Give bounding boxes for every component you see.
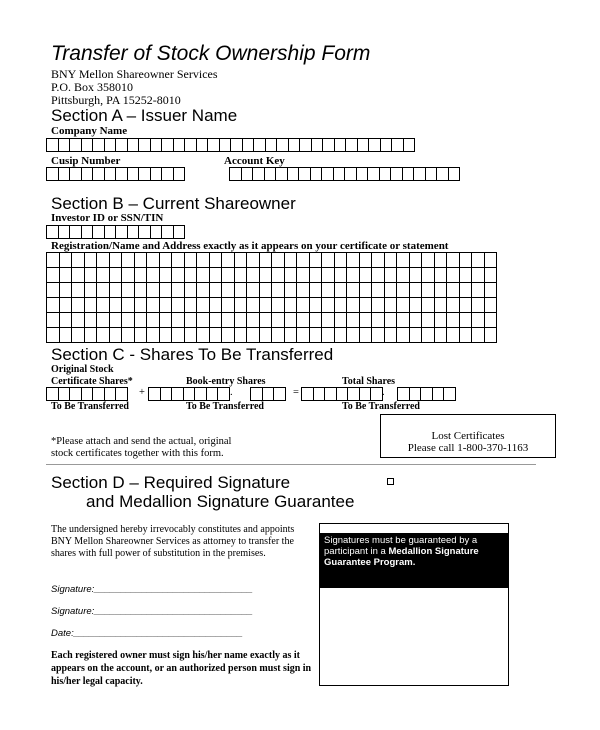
registration-cell[interactable]	[396, 252, 410, 268]
book-entry-label: Book-entry Shares	[186, 376, 266, 387]
registration-cell[interactable]	[184, 297, 198, 313]
input-cell[interactable]	[370, 387, 383, 401]
registration-cell[interactable]	[46, 252, 60, 268]
total-whole-field[interactable]	[301, 387, 382, 401]
account-key-field[interactable]	[229, 167, 459, 181]
lost-certificates-title: Lost Certificates	[431, 430, 505, 442]
book-entry-fraction-field[interactable]	[250, 387, 285, 401]
registration-cell[interactable]	[171, 312, 185, 328]
book-entry-decimal: .	[230, 387, 233, 398]
registration-cell[interactable]	[284, 267, 298, 283]
registration-cell[interactable]	[96, 267, 110, 283]
registration-cell[interactable]	[321, 267, 335, 283]
registration-cell[interactable]	[421, 252, 435, 268]
registration-cell[interactable]	[221, 312, 235, 328]
registration-cell[interactable]	[334, 312, 348, 328]
registration-cell[interactable]	[84, 267, 98, 283]
plus-sign: +	[139, 387, 145, 398]
registration-cell[interactable]	[409, 327, 423, 343]
registration-cell[interactable]	[371, 312, 385, 328]
signature-line-2[interactable]: Signature:______________________________	[51, 606, 253, 617]
registration-cell[interactable]	[359, 312, 373, 328]
registration-cell[interactable]	[209, 252, 223, 268]
registration-cell[interactable]	[221, 282, 235, 298]
registration-cell[interactable]	[134, 282, 148, 298]
investor-id-label: Investor ID or SSN/TIN	[51, 212, 164, 224]
cusip-label: Cusip Number	[51, 155, 121, 167]
registration-cell[interactable]	[284, 282, 298, 298]
registration-cell[interactable]	[421, 297, 435, 313]
registration-cell[interactable]	[109, 297, 123, 313]
registration-cell[interactable]	[309, 327, 323, 343]
form-title: Transfer of Stock Ownership Form	[51, 42, 371, 65]
registration-cell[interactable]	[421, 327, 435, 343]
registration-cell[interactable]	[46, 282, 60, 298]
registration-cell[interactable]	[71, 312, 85, 328]
registration-cell[interactable]	[46, 267, 60, 283]
registration-cell[interactable]	[409, 267, 423, 283]
registration-cell[interactable]	[109, 327, 123, 343]
registration-cell[interactable]	[359, 297, 373, 313]
registration-cell[interactable]	[321, 297, 335, 313]
equals-sign: =	[293, 387, 299, 398]
date-line[interactable]: Date:________________________________	[51, 628, 243, 639]
registration-cell[interactable]	[96, 282, 110, 298]
medallion-guarantee-banner	[320, 533, 508, 588]
registration-cell[interactable]	[209, 297, 223, 313]
registration-cell[interactable]	[309, 252, 323, 268]
input-cell[interactable]	[173, 167, 186, 181]
registration-cell[interactable]	[346, 312, 360, 328]
registration-cell[interactable]	[159, 267, 173, 283]
registration-cell[interactable]	[384, 252, 398, 268]
registration-cell[interactable]	[459, 327, 473, 343]
registration-cell[interactable]	[484, 312, 498, 328]
registration-cell[interactable]	[146, 267, 160, 283]
registration-cell[interactable]	[234, 252, 248, 268]
registration-cell[interactable]	[359, 267, 373, 283]
registration-cell[interactable]	[309, 282, 323, 298]
registration-cell[interactable]	[484, 327, 498, 343]
registration-cell[interactable]	[371, 297, 385, 313]
registration-cell[interactable]	[271, 267, 285, 283]
registration-cell[interactable]	[234, 297, 248, 313]
address-line-1: BNY Mellon Shareowner Services	[51, 67, 218, 81]
registration-cell[interactable]	[421, 282, 435, 298]
registration-cell[interactable]	[171, 252, 185, 268]
registration-cell[interactable]	[159, 297, 173, 313]
registration-cell[interactable]	[434, 297, 448, 313]
registration-cell[interactable]	[271, 282, 285, 298]
registration-cell[interactable]	[159, 282, 173, 298]
registration-cell[interactable]	[184, 252, 198, 268]
registration-cell[interactable]	[409, 312, 423, 328]
registration-cell[interactable]	[134, 252, 148, 268]
registration-cell[interactable]	[209, 267, 223, 283]
attorney-paragraph: The undersigned hereby irrevocably constitutes and appoints BNY Mellon Shareowner Services as attorney to transfer the shares with full power of substitution in the premises.	[51, 524, 295, 559]
registration-cell[interactable]	[321, 312, 335, 328]
lost-certificates-box	[380, 414, 556, 458]
registration-cell[interactable]	[109, 282, 123, 298]
registration-cell[interactable]	[396, 327, 410, 343]
guarantee-text: Signatures must be guaranteed by a participant in a	[324, 535, 478, 557]
registration-cell[interactable]	[246, 312, 260, 328]
registration-cell[interactable]	[246, 252, 260, 268]
registration-cell[interactable]	[446, 252, 460, 268]
registration-cell[interactable]	[446, 312, 460, 328]
section-d-heading-2: and Medallion Signature Guarantee	[86, 492, 355, 511]
registration-cell[interactable]	[334, 327, 348, 343]
registration-cell[interactable]	[221, 297, 235, 313]
registration-cell[interactable]	[359, 252, 373, 268]
registration-cell[interactable]	[446, 327, 460, 343]
registration-cell[interactable]	[471, 312, 485, 328]
registration-cell[interactable]	[109, 252, 123, 268]
section-b-heading: Section B – Current Shareowner	[51, 194, 296, 213]
registration-cell[interactable]	[59, 327, 73, 343]
registration-cell[interactable]	[259, 282, 273, 298]
input-cell[interactable]	[217, 387, 230, 401]
registration-cell[interactable]	[184, 267, 198, 283]
input-cell[interactable]	[448, 167, 461, 181]
owner-signature-note: Each registered owner must sign his/her name exactly as it appears on the account, or an authorized person must sign in his/her legal capacity.	[51, 650, 312, 687]
registration-cell[interactable]	[134, 267, 148, 283]
registration-cell[interactable]	[471, 297, 485, 313]
registration-cell[interactable]	[209, 327, 223, 343]
company-name-field[interactable]	[46, 138, 414, 152]
registration-cell[interactable]	[434, 252, 448, 268]
registration-cell[interactable]	[396, 282, 410, 298]
section-c-heading: Section C - Shares To Be Transferred	[51, 345, 334, 364]
registration-cell[interactable]	[184, 312, 198, 328]
registration-cell[interactable]	[384, 312, 398, 328]
registration-cell[interactable]	[271, 252, 285, 268]
registration-cell[interactable]	[471, 327, 485, 343]
registration-cell[interactable]	[271, 297, 285, 313]
registration-cell[interactable]	[196, 282, 210, 298]
registration-cell[interactable]	[459, 282, 473, 298]
registration-cell[interactable]	[346, 282, 360, 298]
input-cell[interactable]	[443, 387, 456, 401]
registration-cell[interactable]	[184, 282, 198, 298]
registration-cell[interactable]	[346, 327, 360, 343]
registration-cell[interactable]	[309, 267, 323, 283]
registration-cell[interactable]	[259, 312, 273, 328]
registration-cell[interactable]	[221, 252, 235, 268]
registration-cell[interactable]	[221, 327, 235, 343]
registration-cell[interactable]	[84, 252, 98, 268]
registration-cell[interactable]	[346, 252, 360, 268]
registration-cell[interactable]	[246, 267, 260, 283]
registration-cell[interactable]	[296, 282, 310, 298]
lost-certificates-phone: Please call 1-800-370-1163	[407, 442, 529, 454]
certificate-shares-label: Certificate Shares*	[51, 376, 133, 387]
registration-cell[interactable]	[371, 282, 385, 298]
registration-cell[interactable]	[196, 267, 210, 283]
registration-cell[interactable]	[59, 312, 73, 328]
registration-cell[interactable]	[284, 252, 298, 268]
registration-cell[interactable]	[409, 282, 423, 298]
registration-cell[interactable]	[121, 282, 135, 298]
registration-cell[interactable]	[46, 312, 60, 328]
registration-cell[interactable]	[221, 267, 235, 283]
registration-cell[interactable]	[246, 297, 260, 313]
registration-cell[interactable]	[484, 267, 498, 283]
registration-cell[interactable]	[146, 252, 160, 268]
registration-cell[interactable]	[409, 297, 423, 313]
registration-label: Registration/Name and Address exactly as it appears on your certificate or statement	[51, 240, 449, 252]
registration-cell[interactable]	[296, 252, 310, 268]
registration-cell[interactable]	[146, 327, 160, 343]
registration-cell[interactable]	[434, 267, 448, 283]
registration-grid[interactable]	[46, 252, 496, 342]
registration-cell[interactable]	[234, 312, 248, 328]
registration-cell[interactable]	[434, 282, 448, 298]
account-key-label: Account Key	[224, 155, 285, 167]
registration-cell[interactable]	[309, 297, 323, 313]
registration-cell[interactable]	[371, 252, 385, 268]
total-fraction-field[interactable]	[397, 387, 455, 401]
registration-cell[interactable]	[446, 282, 460, 298]
registration-cell[interactable]	[71, 282, 85, 298]
registration-cell[interactable]	[246, 282, 260, 298]
registration-cell[interactable]	[121, 297, 135, 313]
registration-cell[interactable]	[134, 327, 148, 343]
registration-cell[interactable]	[171, 327, 185, 343]
registration-cell[interactable]	[396, 297, 410, 313]
registration-cell[interactable]	[121, 267, 135, 283]
section-a-heading: Section A – Issuer Name	[51, 106, 238, 125]
registration-cell[interactable]	[296, 312, 310, 328]
registration-cell[interactable]	[209, 282, 223, 298]
guarantee-program: Medallion Signature Guarantee Program.	[324, 546, 479, 568]
to-be-transferred-label-1: To Be Transferred	[51, 401, 129, 412]
total-shares-label: Total Shares	[342, 376, 396, 387]
section-divider	[46, 464, 536, 465]
registration-cell[interactable]	[234, 267, 248, 283]
registration-cell[interactable]	[109, 312, 123, 328]
investor-id-field[interactable]	[46, 225, 184, 239]
signature-line-1[interactable]: Signature:______________________________	[51, 584, 253, 595]
registration-cell[interactable]	[71, 267, 85, 283]
registration-cell[interactable]	[146, 282, 160, 298]
registration-cell[interactable]	[246, 327, 260, 343]
registration-cell[interactable]	[296, 297, 310, 313]
registration-cell[interactable]	[96, 312, 110, 328]
registration-cell[interactable]	[84, 327, 98, 343]
input-cell[interactable]	[403, 138, 416, 152]
registration-cell[interactable]	[484, 252, 498, 268]
address-line-3: Pittsburgh, PA 15252-8010	[51, 93, 181, 107]
registration-cell[interactable]	[421, 267, 435, 283]
registration-cell[interactable]	[359, 282, 373, 298]
registration-cell[interactable]	[409, 252, 423, 268]
registration-cell[interactable]	[59, 282, 73, 298]
registration-cell[interactable]	[396, 312, 410, 328]
registration-cell[interactable]	[121, 312, 135, 328]
registration-cell[interactable]	[109, 267, 123, 283]
registration-cell[interactable]	[196, 297, 210, 313]
registration-cell[interactable]	[459, 297, 473, 313]
registration-cell[interactable]	[334, 282, 348, 298]
registration-cell[interactable]	[46, 297, 60, 313]
registration-cell[interactable]	[321, 282, 335, 298]
registration-cell[interactable]	[196, 312, 210, 328]
registration-cell[interactable]	[171, 282, 185, 298]
certificate-shares-field[interactable]	[46, 387, 127, 401]
registration-cell[interactable]	[459, 252, 473, 268]
registration-cell[interactable]	[284, 297, 298, 313]
registration-cell[interactable]	[96, 252, 110, 268]
registration-cell[interactable]	[309, 312, 323, 328]
book-entry-whole-field[interactable]	[148, 387, 229, 401]
total-decimal: .	[382, 387, 385, 398]
registration-cell[interactable]	[321, 252, 335, 268]
registration-cell[interactable]	[334, 297, 348, 313]
registration-cell[interactable]	[384, 282, 398, 298]
registration-cell[interactable]	[396, 267, 410, 283]
registration-cell[interactable]	[471, 252, 485, 268]
original-stock-label: Original Stock	[51, 364, 114, 375]
registration-cell[interactable]	[196, 327, 210, 343]
registration-cell[interactable]	[84, 297, 98, 313]
registration-cell[interactable]	[459, 312, 473, 328]
registration-cell[interactable]	[71, 252, 85, 268]
to-be-transferred-label-2: To Be Transferred	[186, 401, 264, 412]
registration-cell[interactable]	[434, 327, 448, 343]
registration-cell[interactable]	[196, 252, 210, 268]
registration-cell[interactable]	[46, 327, 60, 343]
company-name-label: Company Name	[51, 125, 128, 137]
registration-cell[interactable]	[84, 282, 98, 298]
registration-cell[interactable]	[321, 327, 335, 343]
registration-cell[interactable]	[484, 297, 498, 313]
registration-cell[interactable]	[159, 252, 173, 268]
registration-cell[interactable]	[384, 297, 398, 313]
registration-cell[interactable]	[271, 312, 285, 328]
registration-cell[interactable]	[84, 312, 98, 328]
registration-cell[interactable]	[146, 297, 160, 313]
registration-cell[interactable]	[296, 267, 310, 283]
registration-cell[interactable]	[121, 252, 135, 268]
registration-cell[interactable]	[284, 327, 298, 343]
certificate-footnote: *Please attach and send the actual, original stock certificates together with this form.	[51, 436, 232, 459]
registration-cell[interactable]	[384, 327, 398, 343]
registration-cell[interactable]	[471, 267, 485, 283]
registration-cell[interactable]	[371, 327, 385, 343]
registration-cell[interactable]	[134, 312, 148, 328]
registration-cell[interactable]	[271, 327, 285, 343]
registration-cell[interactable]	[259, 252, 273, 268]
registration-cell[interactable]	[459, 267, 473, 283]
registration-cell[interactable]	[159, 312, 173, 328]
registration-cell[interactable]	[484, 282, 498, 298]
section-d-heading-1: Section D – Required Signature	[51, 473, 291, 492]
registration-cell[interactable]	[171, 267, 185, 283]
registration-cell[interactable]	[259, 327, 273, 343]
registration-cell[interactable]	[96, 297, 110, 313]
registration-cell[interactable]	[71, 297, 85, 313]
registration-cell[interactable]	[146, 312, 160, 328]
registration-cell[interactable]	[284, 312, 298, 328]
registration-cell[interactable]	[371, 267, 385, 283]
input-cell[interactable]	[273, 387, 286, 401]
registration-cell[interactable]	[446, 267, 460, 283]
registration-cell[interactable]	[59, 252, 73, 268]
registration-cell[interactable]	[59, 267, 73, 283]
section-d-checkbox[interactable]	[387, 478, 394, 485]
registration-cell[interactable]	[334, 267, 348, 283]
registration-cell[interactable]	[134, 297, 148, 313]
registration-cell[interactable]	[434, 312, 448, 328]
registration-cell[interactable]	[446, 297, 460, 313]
registration-cell[interactable]	[421, 312, 435, 328]
registration-cell[interactable]	[234, 282, 248, 298]
registration-cell[interactable]	[359, 327, 373, 343]
registration-cell[interactable]	[384, 267, 398, 283]
registration-cell[interactable]	[159, 327, 173, 343]
registration-cell[interactable]	[59, 297, 73, 313]
address-line-2: P.O. Box 358010	[51, 80, 134, 94]
registration-cell[interactable]	[96, 327, 110, 343]
registration-cell[interactable]	[171, 297, 185, 313]
registration-cell[interactable]	[259, 297, 273, 313]
registration-cell[interactable]	[209, 312, 223, 328]
registration-cell[interactable]	[471, 282, 485, 298]
registration-cell[interactable]	[346, 267, 360, 283]
input-cell[interactable]	[173, 225, 186, 239]
registration-cell[interactable]	[259, 267, 273, 283]
registration-cell[interactable]	[346, 297, 360, 313]
input-cell[interactable]	[115, 387, 128, 401]
registration-cell[interactable]	[296, 327, 310, 343]
registration-cell[interactable]	[334, 252, 348, 268]
to-be-transferred-label-3: To Be Transferred	[342, 401, 420, 412]
registration-cell[interactable]	[121, 327, 135, 343]
registration-cell[interactable]	[71, 327, 85, 343]
cusip-field[interactable]	[46, 167, 184, 181]
registration-cell[interactable]	[234, 327, 248, 343]
registration-cell[interactable]	[184, 327, 198, 343]
